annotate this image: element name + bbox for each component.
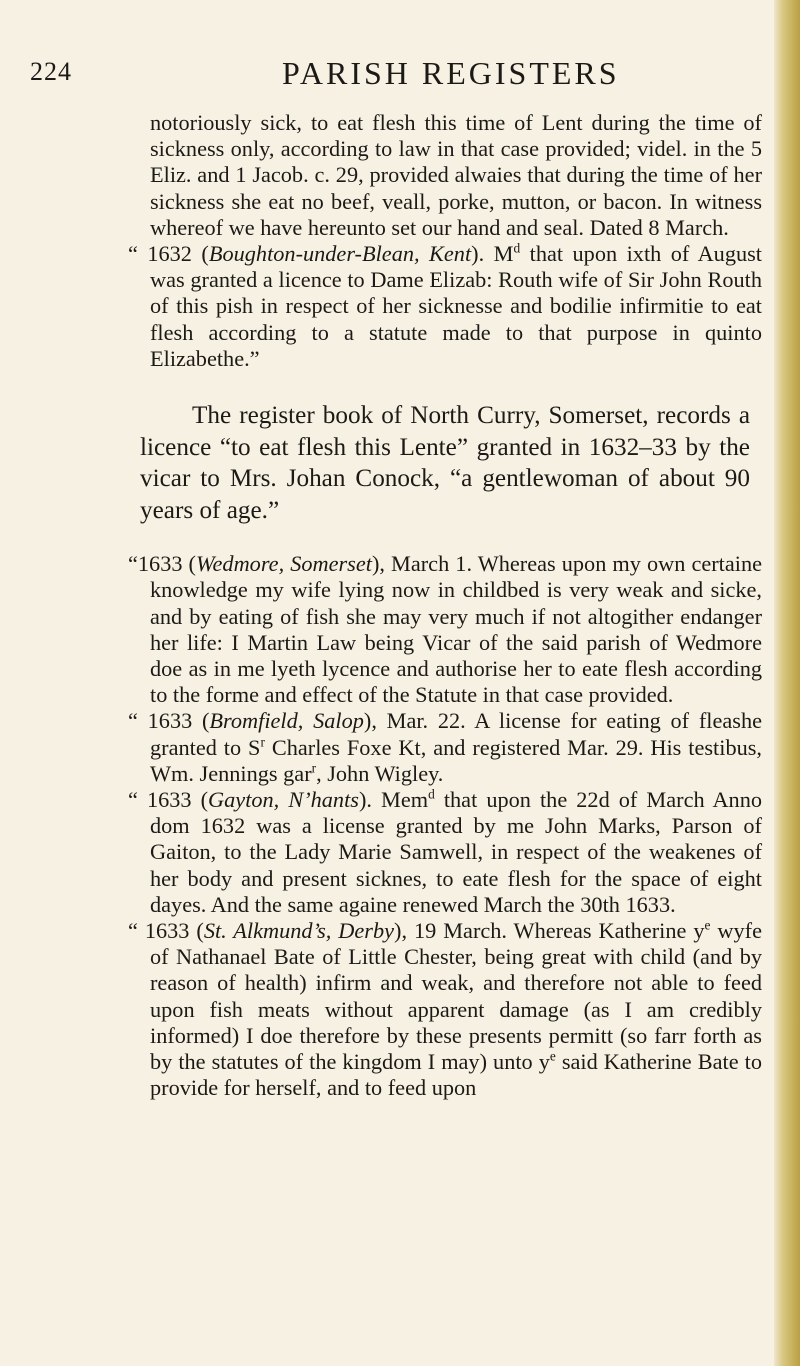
place-name: Gayton, N’hants	[208, 787, 359, 813]
entry-text: that upon the 22d of March Anno dom 1632 was a license granted by me John Marks, Parson of Gaiton, to the Lady Marie Samwell, in respect of the weakenes of her body and present sicknes, to eate flesh for the space of eight dayes. And the same againe renewed March the 30th 1633.	[150, 787, 762, 917]
register-entry-boughton: “ 1632 (Boughton-under-Blean, Kent). $M^d$ that upon ixth of August was granted a licence to Dame Elizab: Routh wife of Sir John Routh of this pish in respect of her sicknesse and bodilie infirmitie to eat flesh according to a statute made to that purpose in quinto Elizabethe.”	[128, 240, 762, 371]
page-number: 224	[30, 57, 72, 86]
register-entry-gayton: “ 1633 (Gayton, N’hants). Mem$^d$ that upon the 22d of March Anno dom 1632 was a license granted by me John Marks, Parson of Gaiton, to the Lady Marie Samwell, in respect of the weakenes of her body and present sicknes, to eate flesh for the space of eight dayes. And the same againe renewed March the 30th 1633.	[128, 786, 762, 917]
place-name: St. Alkmund’s, Derby	[203, 918, 395, 944]
entry-text: that upon ixth of August was granted a licence to Dame Elizab: Routh wife of Sir John Routh of this pish in respect of her sicknesse and bodilie infirmitie to eat flesh according to a statute made to that purpose in quinto Elizabethe.”	[150, 241, 762, 371]
page-header	[0, 55, 800, 95]
entry-text: notoriously sick, to eat flesh this time of Lent during the time of sickness only, according to law in that case provided; videl. in the 5 Eliz. and 1 Jacob. c. 29, provided alwaies that during the time of her sickness she eat no beef, veall, porke, mutton, or bacon. In witness whereof we have hereunto set our hand and seal. Dated 8 March.	[150, 110, 762, 240]
place-name: Boughton-under-Blean, Kent	[208, 241, 472, 267]
place-name: Wedmore, Somerset	[196, 551, 372, 577]
place-name: Bromfield, Salop	[209, 708, 364, 734]
paragraph-text: a licence “to eat flesh this Lente” granted in 1632–33 by the vicar to Mrs. Johan Conock, “a gentlewoman of about 90 years of age.”	[140, 402, 751, 524]
narrative-paragraph	[140, 400, 750, 526]
register-entry-derby: “ 1633 (St. Alkmund’s, Derby), 19 March. Whereas Katherine $y^e$ wyfe of Nathanael Bate of Little Chester, being great with child (and by reason of health) infirm and weak, and therefore not able to feed upon fish meats without apparent damage (as I am credibly informed) I doe therefore by these presents permitt (so farr forth as by the statutes of the kingdom I may) unto $y^e$ said Katherine Bate to provide for herself, and to feed upon	[128, 917, 762, 1101]
register-entry-continued	[0, 110, 762, 241]
register-entry-bromfield: “ 1633 (Bromfield, Salop), Mar. 22. A license for eating of fleashe granted to $S^r$ Charles Foxe Kt, and registered Mar. 29. His testibus, Wm. Jennings gar$^r$, John Wigley.	[128, 708, 762, 786]
paragraph-lead: The register book of North Curry, Somerset, records	[192, 402, 731, 430]
body-text	[0, 110, 800, 1101]
running-title: PARISH REGISTERS	[282, 55, 620, 91]
entry-text: March 1. Whereas upon my own certaine knowledge my wife lying now in childbed is very weak and sicke, and by eating of fish she may very much if not altogither endanger her life: I Martin Law being Vicar of the said parish of Wedmore doe as in me lyeth lycence and authorise her to eate flesh according to the forme and effect of the Statute in that case provided.	[150, 551, 762, 708]
register-entry-wedmore: “1633 (Wedmore, Somerset), March 1. Whereas upon my own certaine knowledge my wife lying now in childbed is very weak and sicke, and by eating of fish she may very much if not altogither endanger her life: I Martin Law being Vicar of the said parish of Wedmore doe as in me lyeth lycence and authorise her to eate flesh according to the forme and effect of the Statute in that case provided.	[128, 551, 762, 708]
